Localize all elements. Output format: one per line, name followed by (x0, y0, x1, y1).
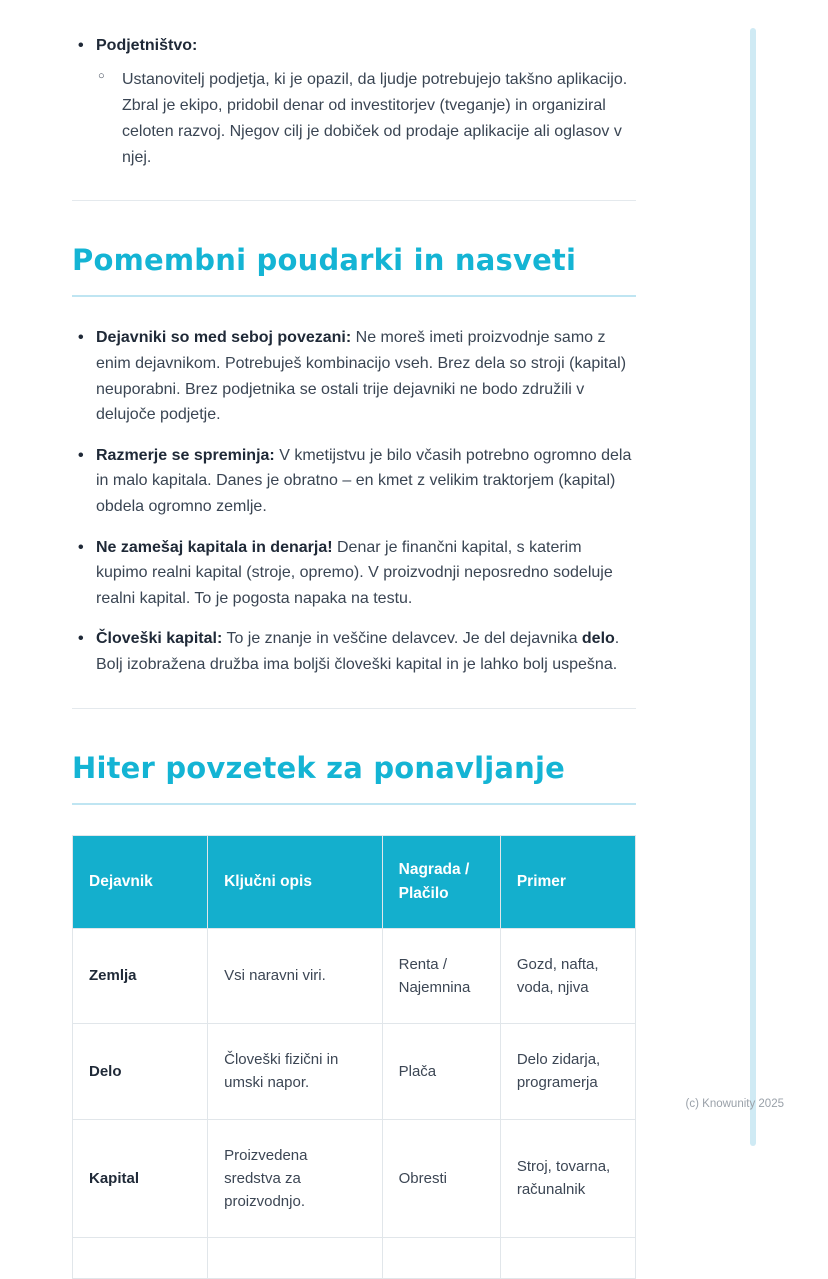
table-cell: Renta / Najemnina (382, 928, 500, 1024)
table-row-partial (73, 1238, 636, 1279)
bullet-inline-bold: delo (581, 630, 615, 648)
bullet-body: Ustanovitelj podjetja, ki je opazil, da ljudje potrebujejo takšno aplikacijo. Zbral je ekipo, pridobil denar od investitorjev (tveganje) in organiziral celoten razvoj. Njegov cilj je dobiček od prodaje aplikacije ali oglasov v njej. (122, 70, 628, 166)
bullet-body: V kmetijstvu je bilo včasih potrebno ogromno dela in malo kapitala. Danes je obratno – en kmet z velikim traktorjem (kapital) obdela ogromno zemlje. (96, 446, 632, 515)
table-cell: Stroj, tovarna, računalnik (500, 1119, 635, 1238)
table-cell: Obresti (382, 1119, 500, 1238)
list-item (96, 67, 636, 171)
bullet-body: Denar je finančni kapital, s katerim kupimo realni kapital (stroje, opremo). V proizvodnji neposredno sodeluje realni kapital. To je pogosta napaka na testu. (96, 538, 613, 607)
list-item (72, 325, 636, 427)
column-header: Ključni opis (208, 835, 383, 928)
intro-list (72, 34, 636, 170)
document-content (72, 0, 636, 1279)
list-item (72, 626, 636, 677)
bullet-lead: Podjetništvo: (96, 37, 198, 54)
column-header: Dejavnik (73, 835, 208, 928)
table-cell: Proizvedena sredstva za proizvodnjo. (208, 1119, 383, 1238)
section-divider (72, 708, 636, 709)
table-header-row (73, 835, 636, 928)
right-edge-bar (750, 28, 756, 1146)
table-cell: Zemlja (73, 928, 208, 1024)
table-cell: Delo (73, 1024, 208, 1120)
table-cell: Delo zidarja, programerja (500, 1024, 635, 1120)
table-cell: Človeški fizični in umski napor. (208, 1024, 383, 1120)
table-cell: Plača (382, 1024, 500, 1120)
summary-table (72, 835, 636, 1279)
table-row (73, 928, 636, 1024)
tips-list (72, 325, 636, 677)
column-header: Primer (500, 835, 635, 928)
list-item (72, 535, 636, 612)
footer-credit: (c) Knowunity 2025 (685, 1098, 784, 1110)
table-cell (500, 1238, 635, 1279)
bullet-lead: Ne zamešaj kapitala in denarja! (96, 538, 333, 556)
section-heading-summary: Hiter povzetek za ponavljanje (72, 751, 636, 805)
bullet-lead: Dejavniki so med seboj povezani: (96, 329, 352, 347)
table-cell (382, 1238, 500, 1279)
section-heading-tips: Pomembni poudarki in nasveti (72, 243, 636, 297)
table-cell: Kapital (73, 1119, 208, 1238)
bullet-lead: Razmerje se spreminja: (96, 446, 275, 464)
intro-sub-list (96, 67, 636, 171)
table-row (73, 1119, 636, 1238)
table-cell (73, 1238, 208, 1279)
list-item (72, 443, 636, 520)
bullet-lead: Človeški kapital: (96, 630, 223, 648)
column-header: Nagrada / Plačilo (382, 835, 500, 928)
bullet-body: To je znanje in veščine delavcev. Je del dejavnika (222, 630, 582, 648)
list-item (72, 34, 636, 170)
table-cell: Vsi naravni viri. (208, 928, 383, 1024)
bullet-body: . Bolj izobražena družba ima boljši človeški kapital in je lahko bolj uspešna. (96, 630, 620, 673)
section-divider (72, 200, 636, 201)
table-cell (208, 1238, 383, 1279)
table-cell: Gozd, nafta, voda, njiva (500, 928, 635, 1024)
table-row (73, 1024, 636, 1120)
bullet-body: Ne moreš imeti proizvodnje samo z enim dejavnikom. Potrebuješ kombinacijo vseh. Brez dela so stroji (kapital) neuporabni. Brez podjetnika se ostali trije dejavniki ne bodo združili v delujoče podjetje. (96, 329, 627, 424)
